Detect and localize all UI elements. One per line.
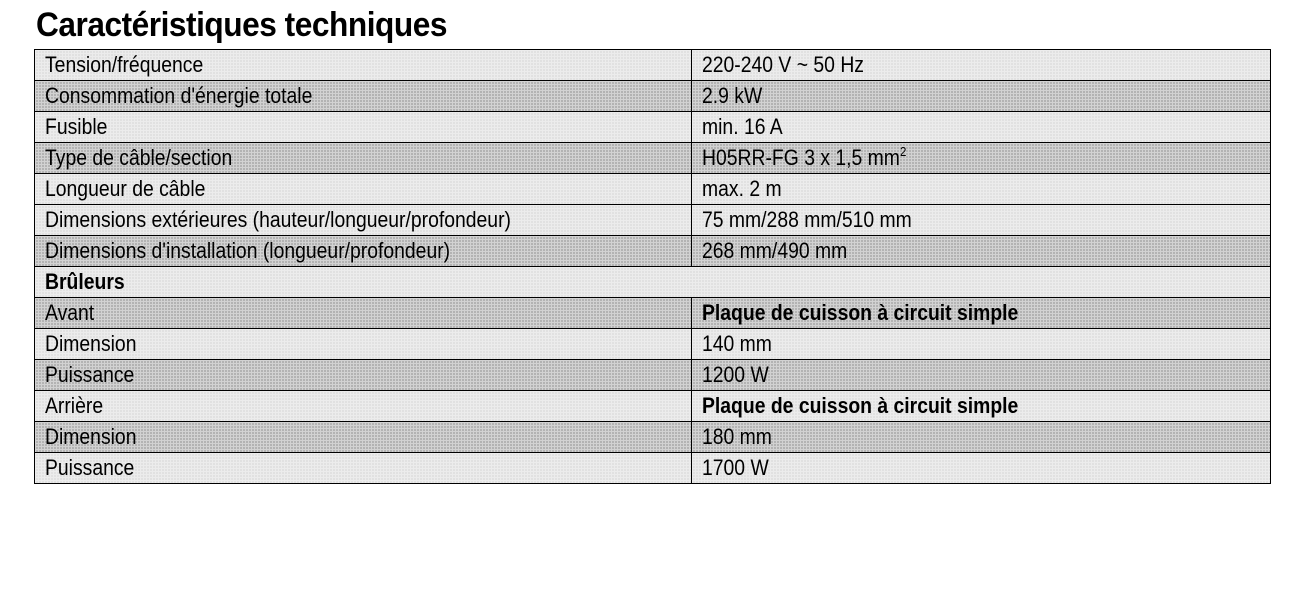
spec-value-cell <box>692 50 1271 81</box>
spec-value: 268 mm/490 mm <box>702 238 848 263</box>
burner-label-cell <box>35 453 692 484</box>
spec-label: Fusible <box>45 114 108 139</box>
spec-label: Tension/fréquence <box>45 52 204 77</box>
spec-value <box>702 146 906 170</box>
spec-label: Dimensions d'installation (longueur/profondeur) <box>45 238 451 263</box>
page-title: Caractéristiques techniques <box>36 6 447 44</box>
burner-label: Dimension <box>45 331 137 356</box>
burner-value-cell <box>692 422 1271 453</box>
spec-value-cell <box>692 236 1271 267</box>
spec-value-cell <box>692 81 1271 112</box>
burners-heading-row <box>35 267 1271 298</box>
burner-label: Arrière <box>45 393 104 418</box>
table-row <box>35 360 1271 391</box>
spec-label-cell <box>35 205 692 236</box>
spec-label: Consommation d'énergie totale <box>45 83 313 108</box>
spec-value: min. 16 A <box>702 114 783 139</box>
table-row <box>35 174 1271 205</box>
spec-value: 220-240 V ~ 50 Hz <box>702 52 864 77</box>
spec-value: max. 2 m <box>702 176 782 201</box>
spec-value-cell <box>692 205 1271 236</box>
table-row <box>35 391 1271 422</box>
spec-value: 75 mm/288 mm/510 mm <box>702 207 912 232</box>
spec-label: Longueur de câble <box>45 176 206 201</box>
table-row <box>35 298 1271 329</box>
burner-label: Avant <box>45 300 95 325</box>
spec-label-cell <box>35 174 692 205</box>
burners-heading: Brûleurs <box>45 269 125 294</box>
spec-value-cell <box>692 112 1271 143</box>
burner-label-cell <box>35 360 692 391</box>
burner-value-cell <box>692 360 1271 391</box>
spec-value: 2.9 kW <box>702 83 763 108</box>
table-row <box>35 143 1271 174</box>
table-row <box>35 236 1271 267</box>
burner-value: 1700 W <box>702 455 769 480</box>
spec-label-cell <box>35 81 692 112</box>
spec-label-cell <box>35 236 692 267</box>
burner-value-cell <box>692 453 1271 484</box>
table-row <box>35 329 1271 360</box>
burners-heading-cell <box>35 267 1271 298</box>
burner-value-cell <box>692 298 1271 329</box>
spec-value-cell <box>692 174 1271 205</box>
spec-value-superscript: 2 <box>899 144 907 159</box>
burner-label: Puissance <box>45 455 135 480</box>
burner-value: Plaque de cuisson à circuit simple <box>702 393 1019 418</box>
table-row <box>35 81 1271 112</box>
burner-value: Plaque de cuisson à circuit simple <box>702 300 1019 325</box>
spec-label-cell <box>35 50 692 81</box>
spec-label: Dimensions extérieures (hauteur/longueur/profondeur) <box>45 207 511 232</box>
burner-value-cell <box>692 329 1271 360</box>
burner-label: Dimension <box>45 424 137 449</box>
burner-label-cell <box>35 422 692 453</box>
table-row <box>35 50 1271 81</box>
burner-label-cell <box>35 298 692 329</box>
spec-label-cell <box>35 143 692 174</box>
specifications-table <box>34 49 1271 484</box>
table-row <box>35 112 1271 143</box>
spec-value-text: H05RR-FG 3 x 1,5 mm <box>702 145 900 170</box>
table-row <box>35 453 1271 484</box>
spec-label-cell <box>35 112 692 143</box>
burner-label-cell <box>35 391 692 422</box>
burner-label-cell <box>35 329 692 360</box>
burner-value: 1200 W <box>702 362 769 387</box>
table-row <box>35 422 1271 453</box>
burner-value-cell <box>692 391 1271 422</box>
spec-value-cell <box>692 143 1271 174</box>
burner-value: 180 mm <box>702 424 772 449</box>
spec-label: Type de câble/section <box>45 145 233 170</box>
burner-label: Puissance <box>45 362 135 387</box>
burner-value: 140 mm <box>702 331 772 356</box>
table-row <box>35 205 1271 236</box>
